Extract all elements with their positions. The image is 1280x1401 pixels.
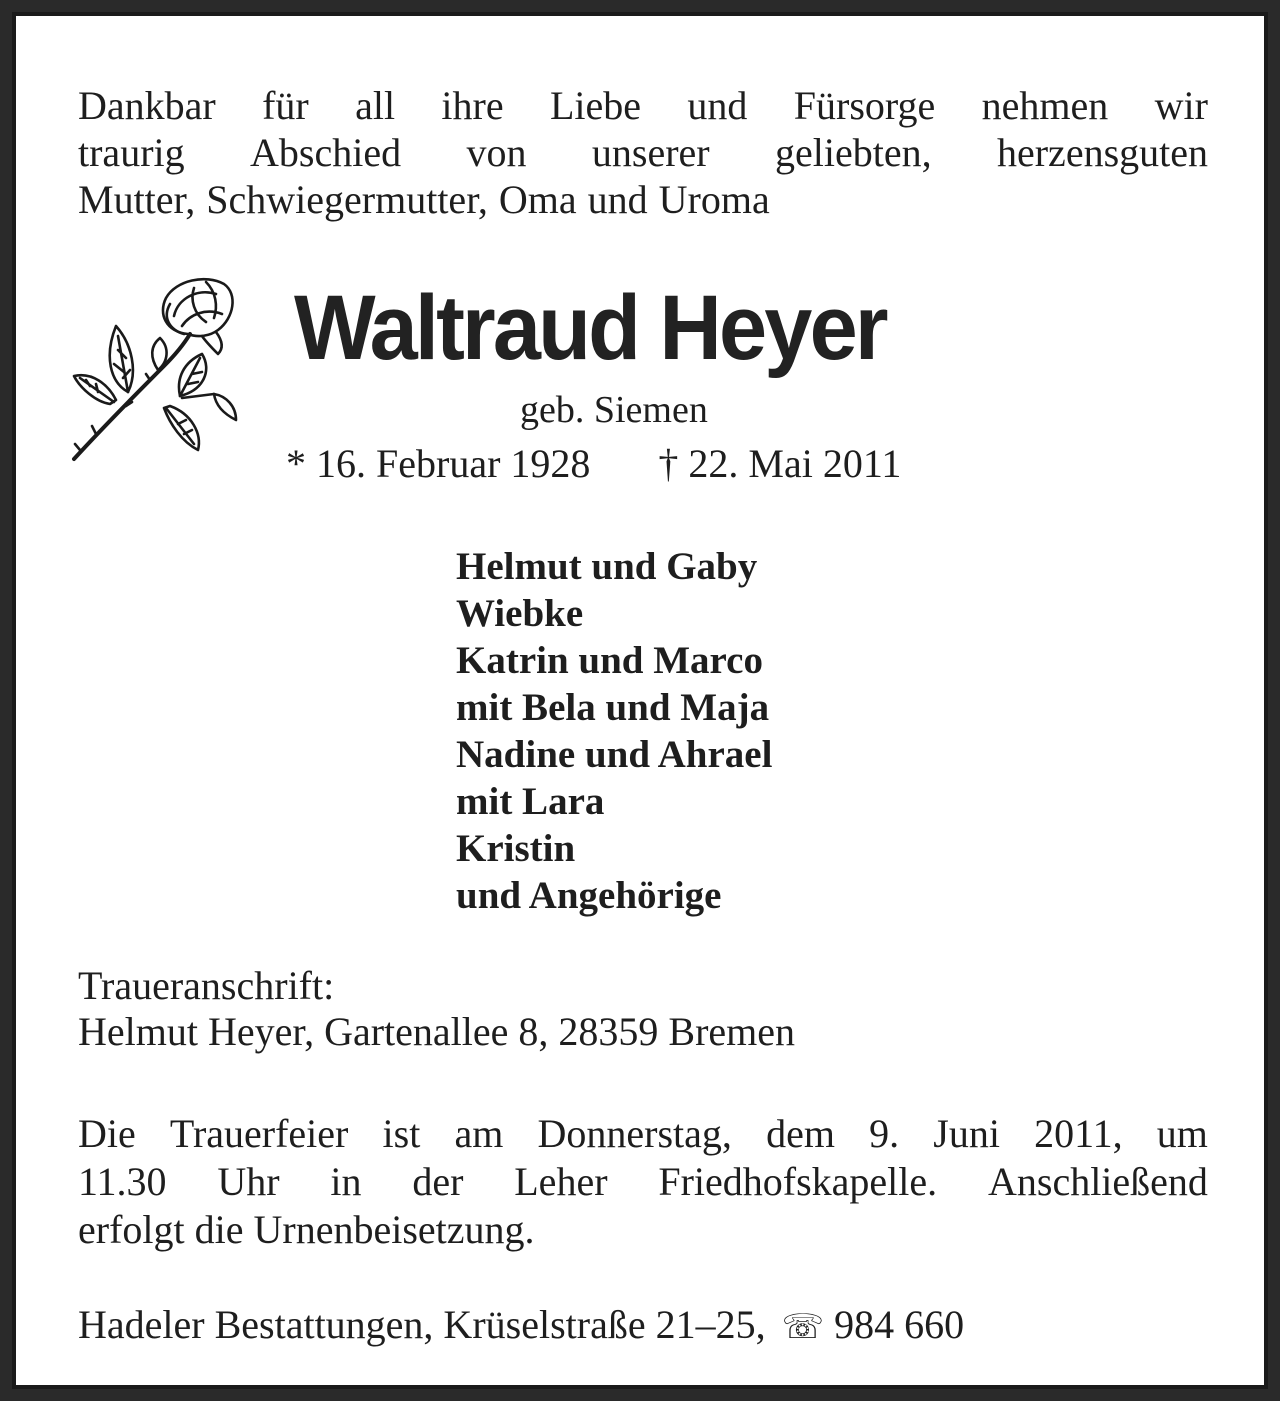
intro-word: Dankbar [78,83,216,128]
intro-word: und [687,83,748,128]
service-word: Donnerstag, [537,1111,732,1156]
service-line [78,1110,1208,1158]
service-word: Anschließend [987,1159,1208,1204]
mourner-line: Helmut und Gaby [456,545,758,588]
service-word: 2011, [1034,1111,1123,1156]
maiden-name: geb. Siemen [520,389,708,431]
service-word: Die [78,1111,136,1156]
service-word: Juni [933,1111,1000,1156]
intro-text [78,82,1208,223]
mourner-line: und Angehörige [456,874,722,917]
intro-word: unserer [591,130,710,175]
mourning-address [78,963,795,1055]
intro-word: für [262,83,309,128]
service-word: am [454,1111,504,1156]
intro-word: geliebten, [774,130,932,175]
mourner-line: mit Lara [456,780,605,823]
death-date: † 22. Mai 2011 [658,441,902,486]
service-word: 9. [869,1111,900,1156]
deceased-name: Waltraud Heyer [294,277,886,379]
intro-word: wir [1154,83,1208,128]
intro-line [78,82,1208,129]
service-word: Leher [514,1159,608,1204]
service-line: erfolgt die Urnenbeisetzung. [78,1207,535,1252]
intro-word: herzensguten [996,130,1208,175]
life-dates [286,441,901,487]
intro-word: Abschied [250,130,402,175]
mourner-line: mit Bela und Maja [456,686,770,729]
service-word: Friedhofskapelle. [658,1159,938,1204]
funeral-service-text [78,1110,1208,1254]
mourners-list [456,543,772,919]
service-word: Uhr [217,1159,280,1204]
undertaker-info [78,1302,964,1351]
intro-word: von [466,130,527,175]
rose-icon [66,274,238,464]
service-word: um [1156,1111,1208,1156]
obituary-notice [12,12,1268,1389]
address-label: Traueranschrift: [78,963,335,1008]
phone-icon: ☏ [781,1309,825,1346]
undertaker-phone: 984 660 [834,1302,965,1347]
intro-word: Liebe [549,83,642,128]
intro-word: Fürsorge [793,83,936,128]
service-line [78,1158,1208,1206]
intro-word: ihre [441,83,504,128]
mourner-line: Katrin und Marco [456,639,763,682]
service-word: dem [766,1111,835,1156]
intro-word: all [355,83,396,128]
intro-line: Mutter, Schwiegermutter, Oma und Uroma [78,177,770,222]
service-word: der [412,1159,464,1204]
service-word: in [330,1159,362,1204]
mourner-line: Kristin [456,827,576,870]
address-value: Helmut Heyer, Gartenallee 8, 28359 Bremen [78,1009,796,1054]
intro-line [78,129,1208,176]
birth-date: * 16. Februar 1928 [286,441,591,486]
service-word: Trauerfeier [169,1111,349,1156]
service-word: ist [382,1111,421,1156]
mourner-line: Nadine und Ahrael [456,733,773,776]
intro-word: nehmen [981,83,1109,128]
intro-word: traurig [78,130,185,175]
service-word: 11.30 [78,1159,167,1204]
undertaker-text: Hadeler Bestattungen, Krüselstraße 21–25, [78,1302,766,1347]
mourner-line: Wiebke [456,592,584,635]
